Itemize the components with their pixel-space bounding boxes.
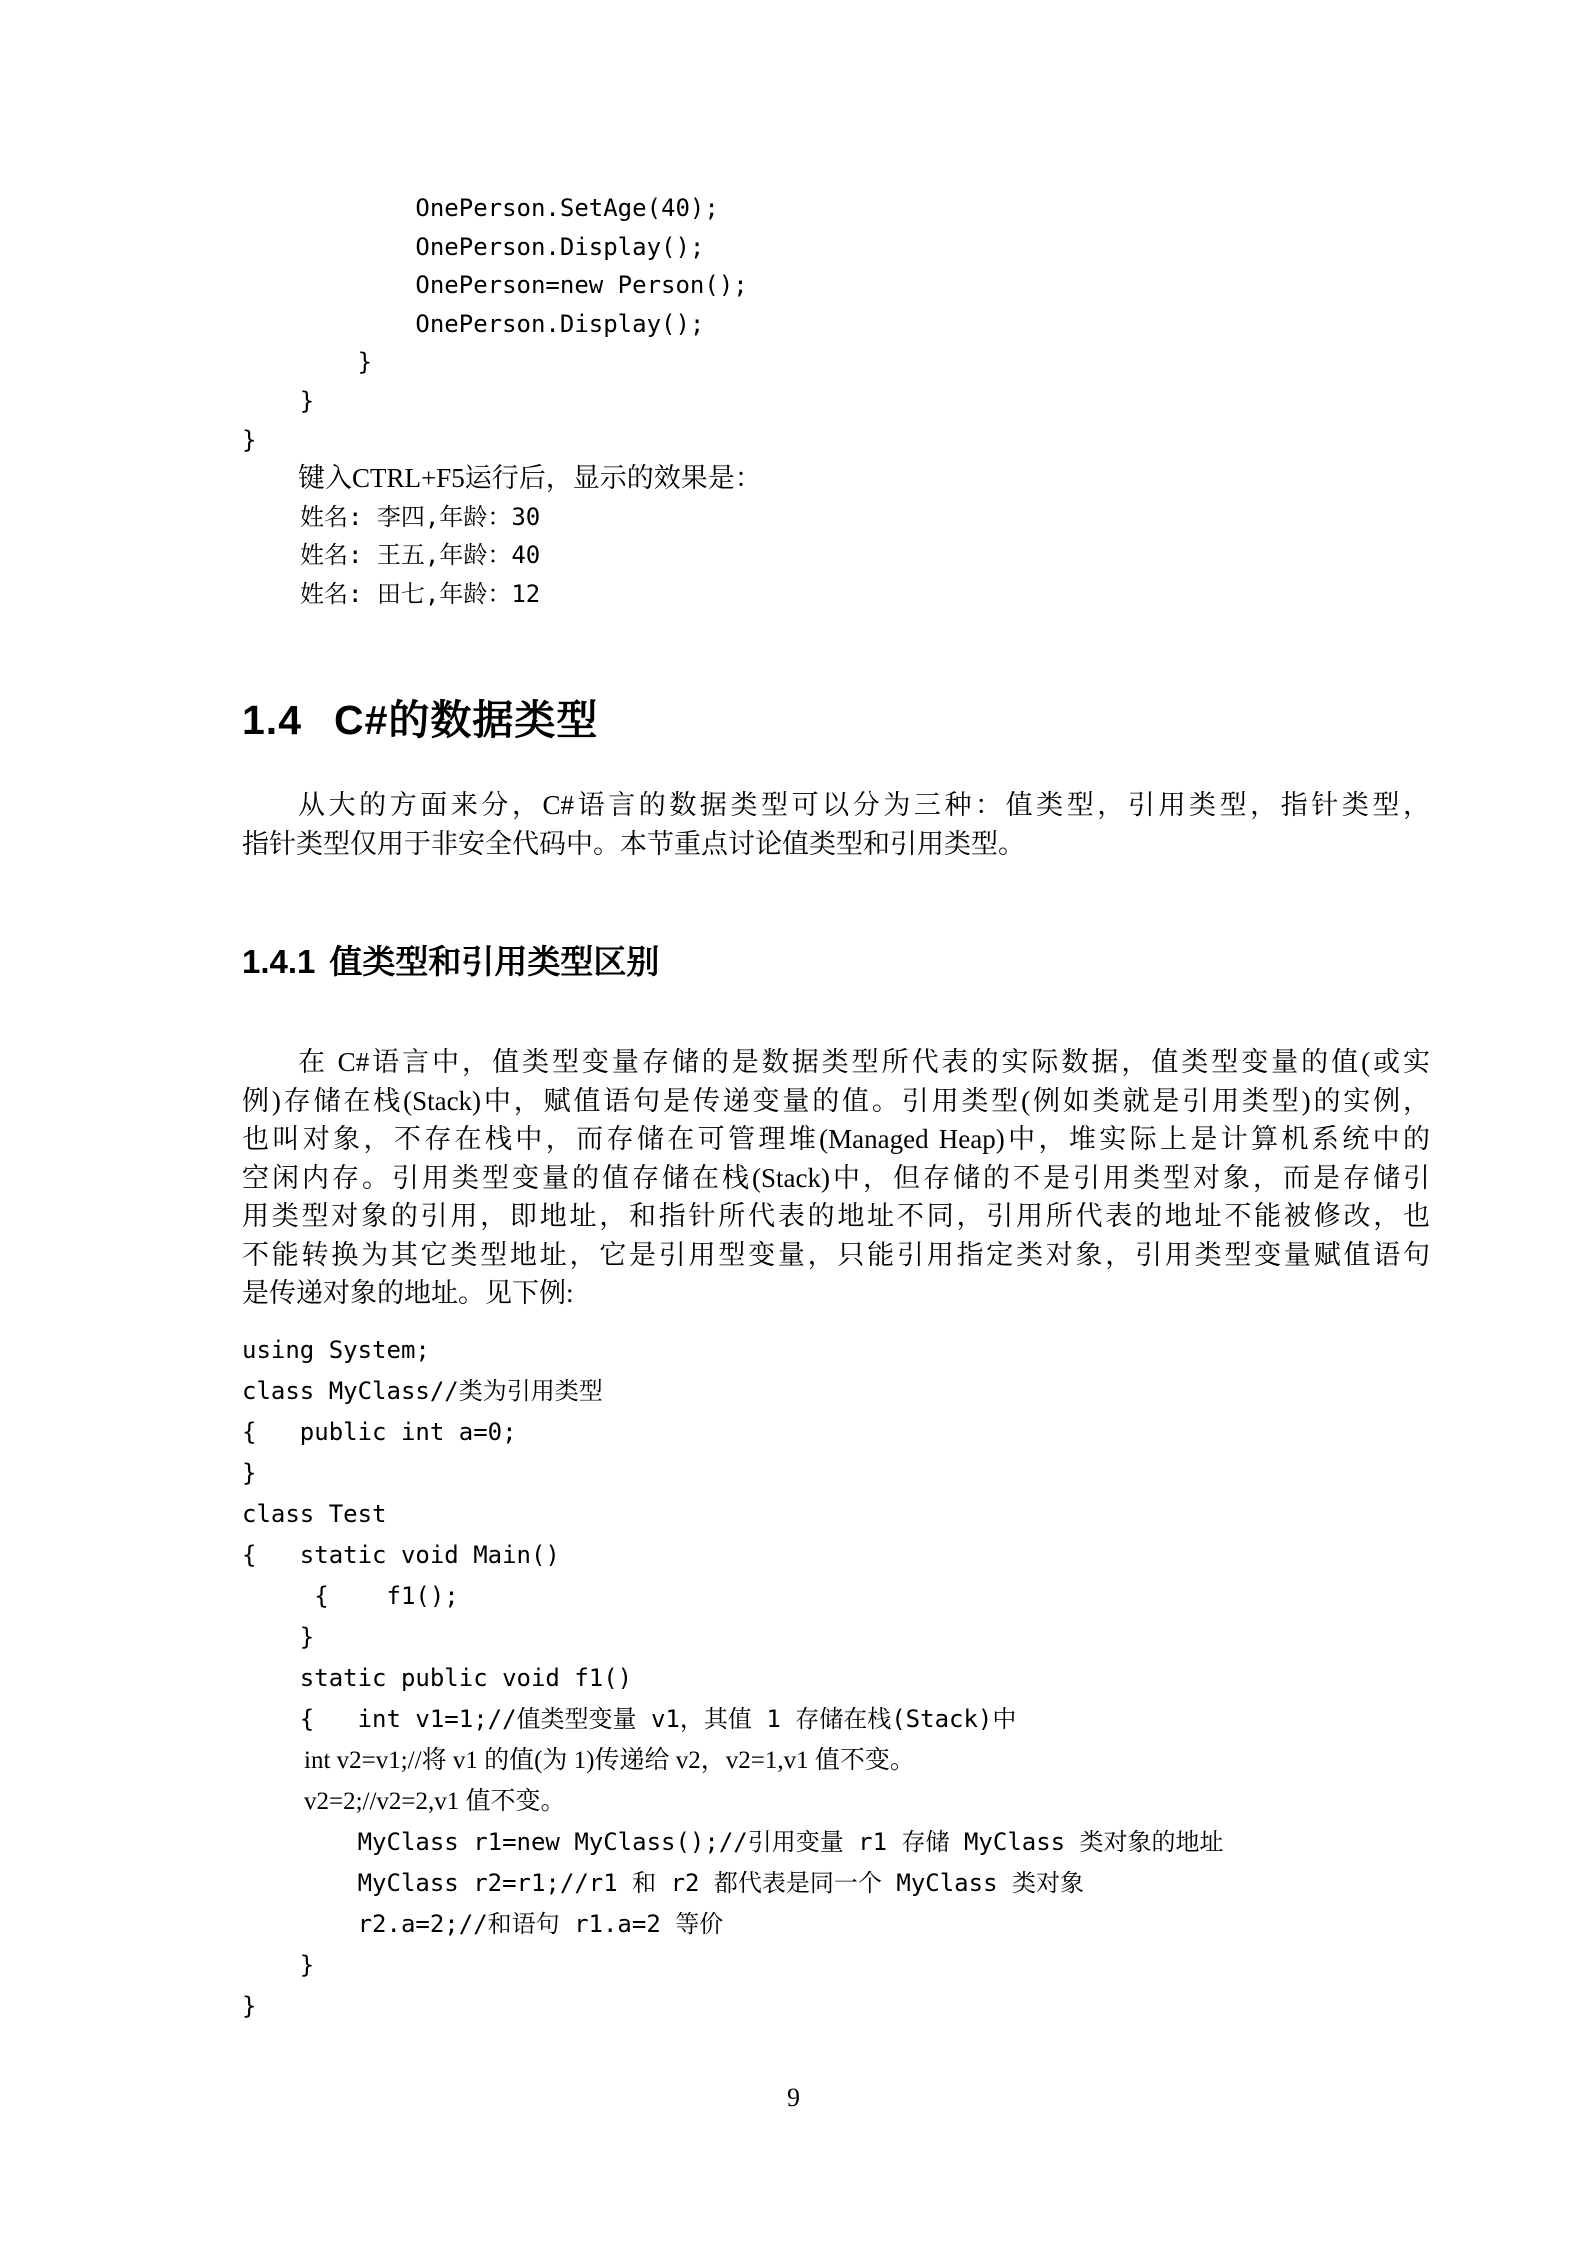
top-code-block [242, 189, 1430, 459]
code-line: OnePerson.Display(); [242, 309, 705, 338]
code-line: class Test [242, 1499, 387, 1528]
paragraph-line: 指针类型仅用于非安全代码中。本节重点讨论值类型和引用类型。 [242, 828, 1025, 859]
code-line: MyClass r1=new MyClass();//引用变量 r1 存储 MyClass 类对象的地址 [242, 1827, 1224, 1856]
intro-paragraph [242, 786, 1430, 863]
code-line: { static void Main() [242, 1540, 560, 1569]
example-code-block [242, 1330, 1430, 2027]
subsection-heading [242, 940, 1430, 984]
body-paragraph [242, 1043, 1430, 1313]
code-line: MyClass r2=r1;//r1 和 r2 都代表是同一个 MyClass 类对象 [242, 1868, 1084, 1897]
subsection-title: 值类型和引用类型区别 [329, 943, 660, 981]
code-line: OnePerson.Display(); [242, 232, 705, 261]
paragraph-line: 空闲内存。引用类型变量的值存储在栈(Stack)中，但存储的不是引用类型对象，而是存储引 [242, 1162, 1430, 1193]
paragraph-line: 是传递对象的地址。见下例: [242, 1278, 574, 1309]
code-line: } [242, 425, 257, 454]
code-line: int v2=v1;//将 v1 的值(为 1)传递给 v2，v2=1,v1 值不变。 [304, 1746, 915, 1774]
program-output-block [242, 459, 1430, 613]
output-line: 键入CTRL+F5运行后，显示的效果是： [298, 463, 762, 494]
code-line: static public void f1() [242, 1663, 633, 1692]
paragraph-line: 不能转换为其它类型地址，它是引用型变量，只能引用指定类对象，引用类型变量赋值语句 [242, 1239, 1430, 1270]
section-title: C#的数据类型 [334, 697, 599, 744]
code-line: } [242, 386, 315, 415]
paragraph-line: 在 C#语言中，值类型变量存储的是数据类型所代表的实际数据，值类型变量的值(或实 [298, 1047, 1430, 1078]
code-line: using System; [242, 1335, 430, 1364]
paragraph-line: 也叫对象，不存在栈中，而存储在可管理堆(Managed Heap)中，堆实际上是计算机系统中的 [242, 1124, 1430, 1155]
code-line: } [242, 1622, 315, 1651]
output-line: 姓名: 王五,年龄：40 [300, 541, 541, 570]
code-line: v2=2;//v2=2,v1 值不变。 [304, 1787, 566, 1815]
output-line: 姓名: 李四,年龄：30 [300, 502, 541, 531]
output-line: 姓名: 田七,年龄：12 [300, 579, 541, 608]
code-line: r2.a=2;//和语句 r1.a=2 等价 [242, 1909, 724, 1938]
code-line: } [242, 1458, 257, 1487]
code-line: } [242, 1950, 315, 1979]
code-line: } [242, 348, 373, 377]
subsection-number: 1.4.1 [242, 943, 316, 981]
code-line: OnePerson.SetAge(40); [242, 194, 719, 222]
paragraph-line: 从大的方面来分，C#语言的数据类型可以分为三种：值类型，引用类型，指针类型， [298, 790, 1430, 821]
code-line: } [242, 1991, 257, 2020]
paragraph-line: 例)存储在栈(Stack)中，赋值语句是传递变量的值。引用类型(例如类就是引用类型)的实例， [242, 1085, 1430, 1116]
code-line: class MyClass//类为引用类型 [242, 1376, 603, 1405]
code-line: OnePerson=new Person(); [242, 271, 748, 300]
section-heading [242, 693, 1430, 747]
code-line: { f1(); [242, 1581, 459, 1610]
page-number: 9 [787, 2083, 800, 2112]
code-line: { int v1=1;//值类型变量 v1，其值 1 存储在栈(Stack)中 [242, 1704, 1017, 1733]
paragraph-line: 用类型对象的引用，即地址，和指针所代表的地址不同，引用所代表的地址不能被修改，也 [242, 1201, 1430, 1232]
code-line: { public int a=0; [242, 1417, 517, 1446]
section-number: 1.4 [242, 697, 302, 744]
